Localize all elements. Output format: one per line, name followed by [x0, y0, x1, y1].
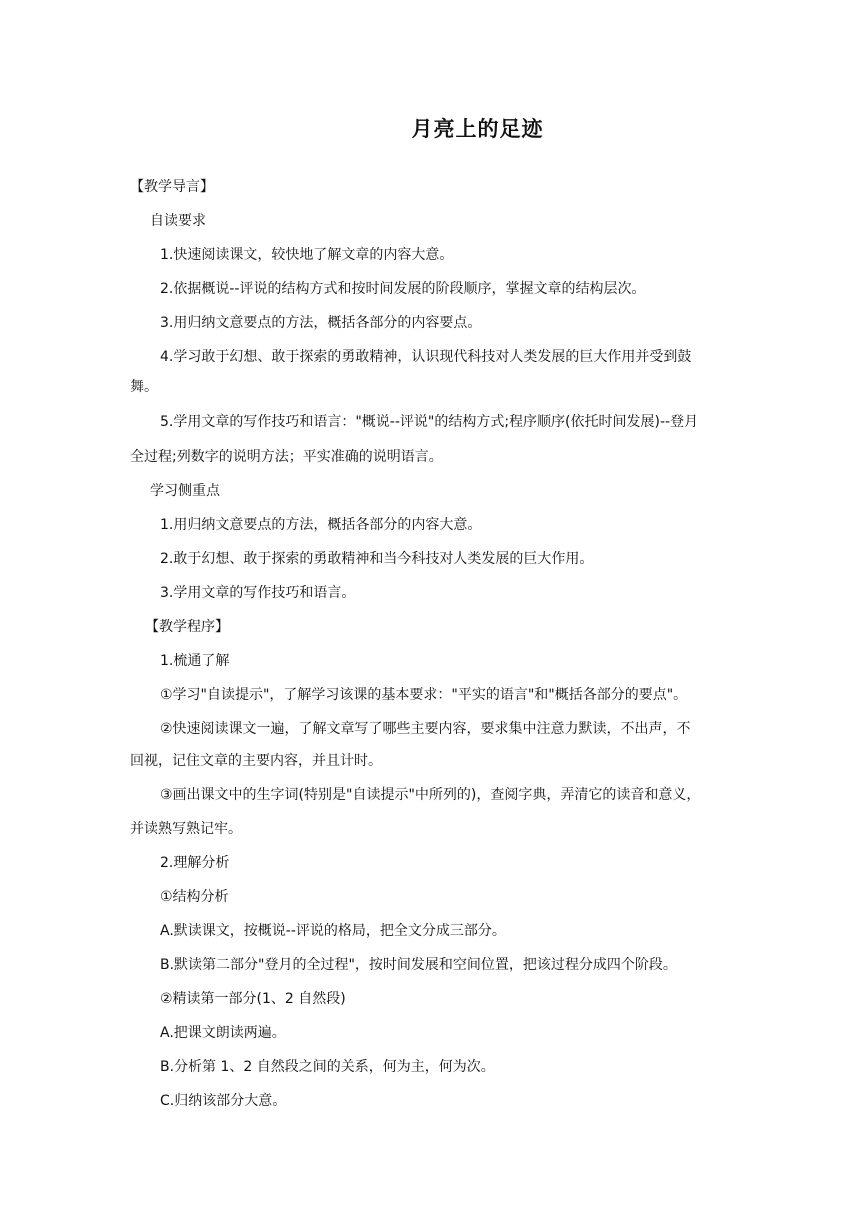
paragraph-line: B.分析第 1、2 自然段之间的关系，何为主，何为次。 [160, 1059, 495, 1075]
paragraph-line: B.默读第二部分"登月的全过程"，按时间发展和空间位置，把该过程分成四个阶段。 [160, 957, 677, 973]
paragraph-line: ③画出课文中的生字词(特别是"自读提示"中所列的)，查阅字典，弄清它的读音和意义， [160, 787, 701, 803]
paragraph-line: 3.用归纳文意要点的方法，概括各部分的内容要点。 [160, 315, 482, 331]
step-heading: 1.梳通了解 [160, 653, 230, 669]
paragraph-line: A.默读课文，按概说--评说的格局，把全文分成三部分。 [160, 923, 506, 939]
paragraph-line-continued: 全过程;列数字的说明方法；平实准确的说明语言。 [130, 449, 443, 465]
subheading-key-points: 学习侧重点 [150, 483, 220, 499]
paragraph-line-continued: 并读熟写熟记牢。 [130, 821, 242, 837]
paragraph-line: 5.学用文章的写作技巧和语言："概说--评说"的结构方式;程序顺序(依托时间发展)--登月 [160, 414, 699, 430]
paragraph-line: 2.依据概说--评说的结构方式和按时间发展的阶段顺序，掌握文章的结构层次。 [160, 281, 646, 297]
subheading-self-reading-requirements: 自读要求 [150, 213, 206, 229]
section-heading-teaching-intro: 【教学导言】 [130, 179, 214, 195]
document-title: 月亮上的足迹 [411, 117, 544, 141]
section-heading-teaching-procedure: 【教学程序】 [145, 619, 229, 635]
step-heading: 2.理解分析 [160, 855, 230, 871]
paragraph-line: 3.学用文章的写作技巧和语言。 [160, 585, 356, 601]
paragraph-line: 1.用归纳文意要点的方法，概括各部分的内容大意。 [160, 517, 482, 533]
paragraph-line-continued: 舞。 [130, 379, 158, 395]
paragraph-line: ①结构分析 [160, 889, 229, 905]
paragraph-line: ②快速阅读课文一遍，了解文章写了哪些主要内容，要求集中注意力默读，不出声，不 [160, 721, 691, 737]
paragraph-line: 2.敢于幻想、敢于探索的勇敢精神和当今科技对人类发展的巨大作用。 [160, 551, 594, 567]
paragraph-line: A.把课文朗读两遍。 [160, 1025, 286, 1041]
paragraph-line: ①学习"自读提示"，了解学习该课的基本要求："平实的语言"和"概括各部分的要点"。 [160, 687, 688, 703]
paragraph-line: 1.快速阅读课文，较快地了解文章的内容大意。 [160, 247, 454, 263]
paragraph-line-continued: 回视，记住文章的主要内容，并且计时。 [130, 753, 382, 769]
paragraph-line: ②精读第一部分(1、2 自然段) [160, 991, 346, 1007]
paragraph-line: 4.学习敢于幻想、敢于探索的勇敢精神，认识现代科技对人类发展的巨大作用并受到鼓 [160, 349, 692, 365]
paragraph-line: C.归纳该部分大意。 [160, 1093, 287, 1109]
